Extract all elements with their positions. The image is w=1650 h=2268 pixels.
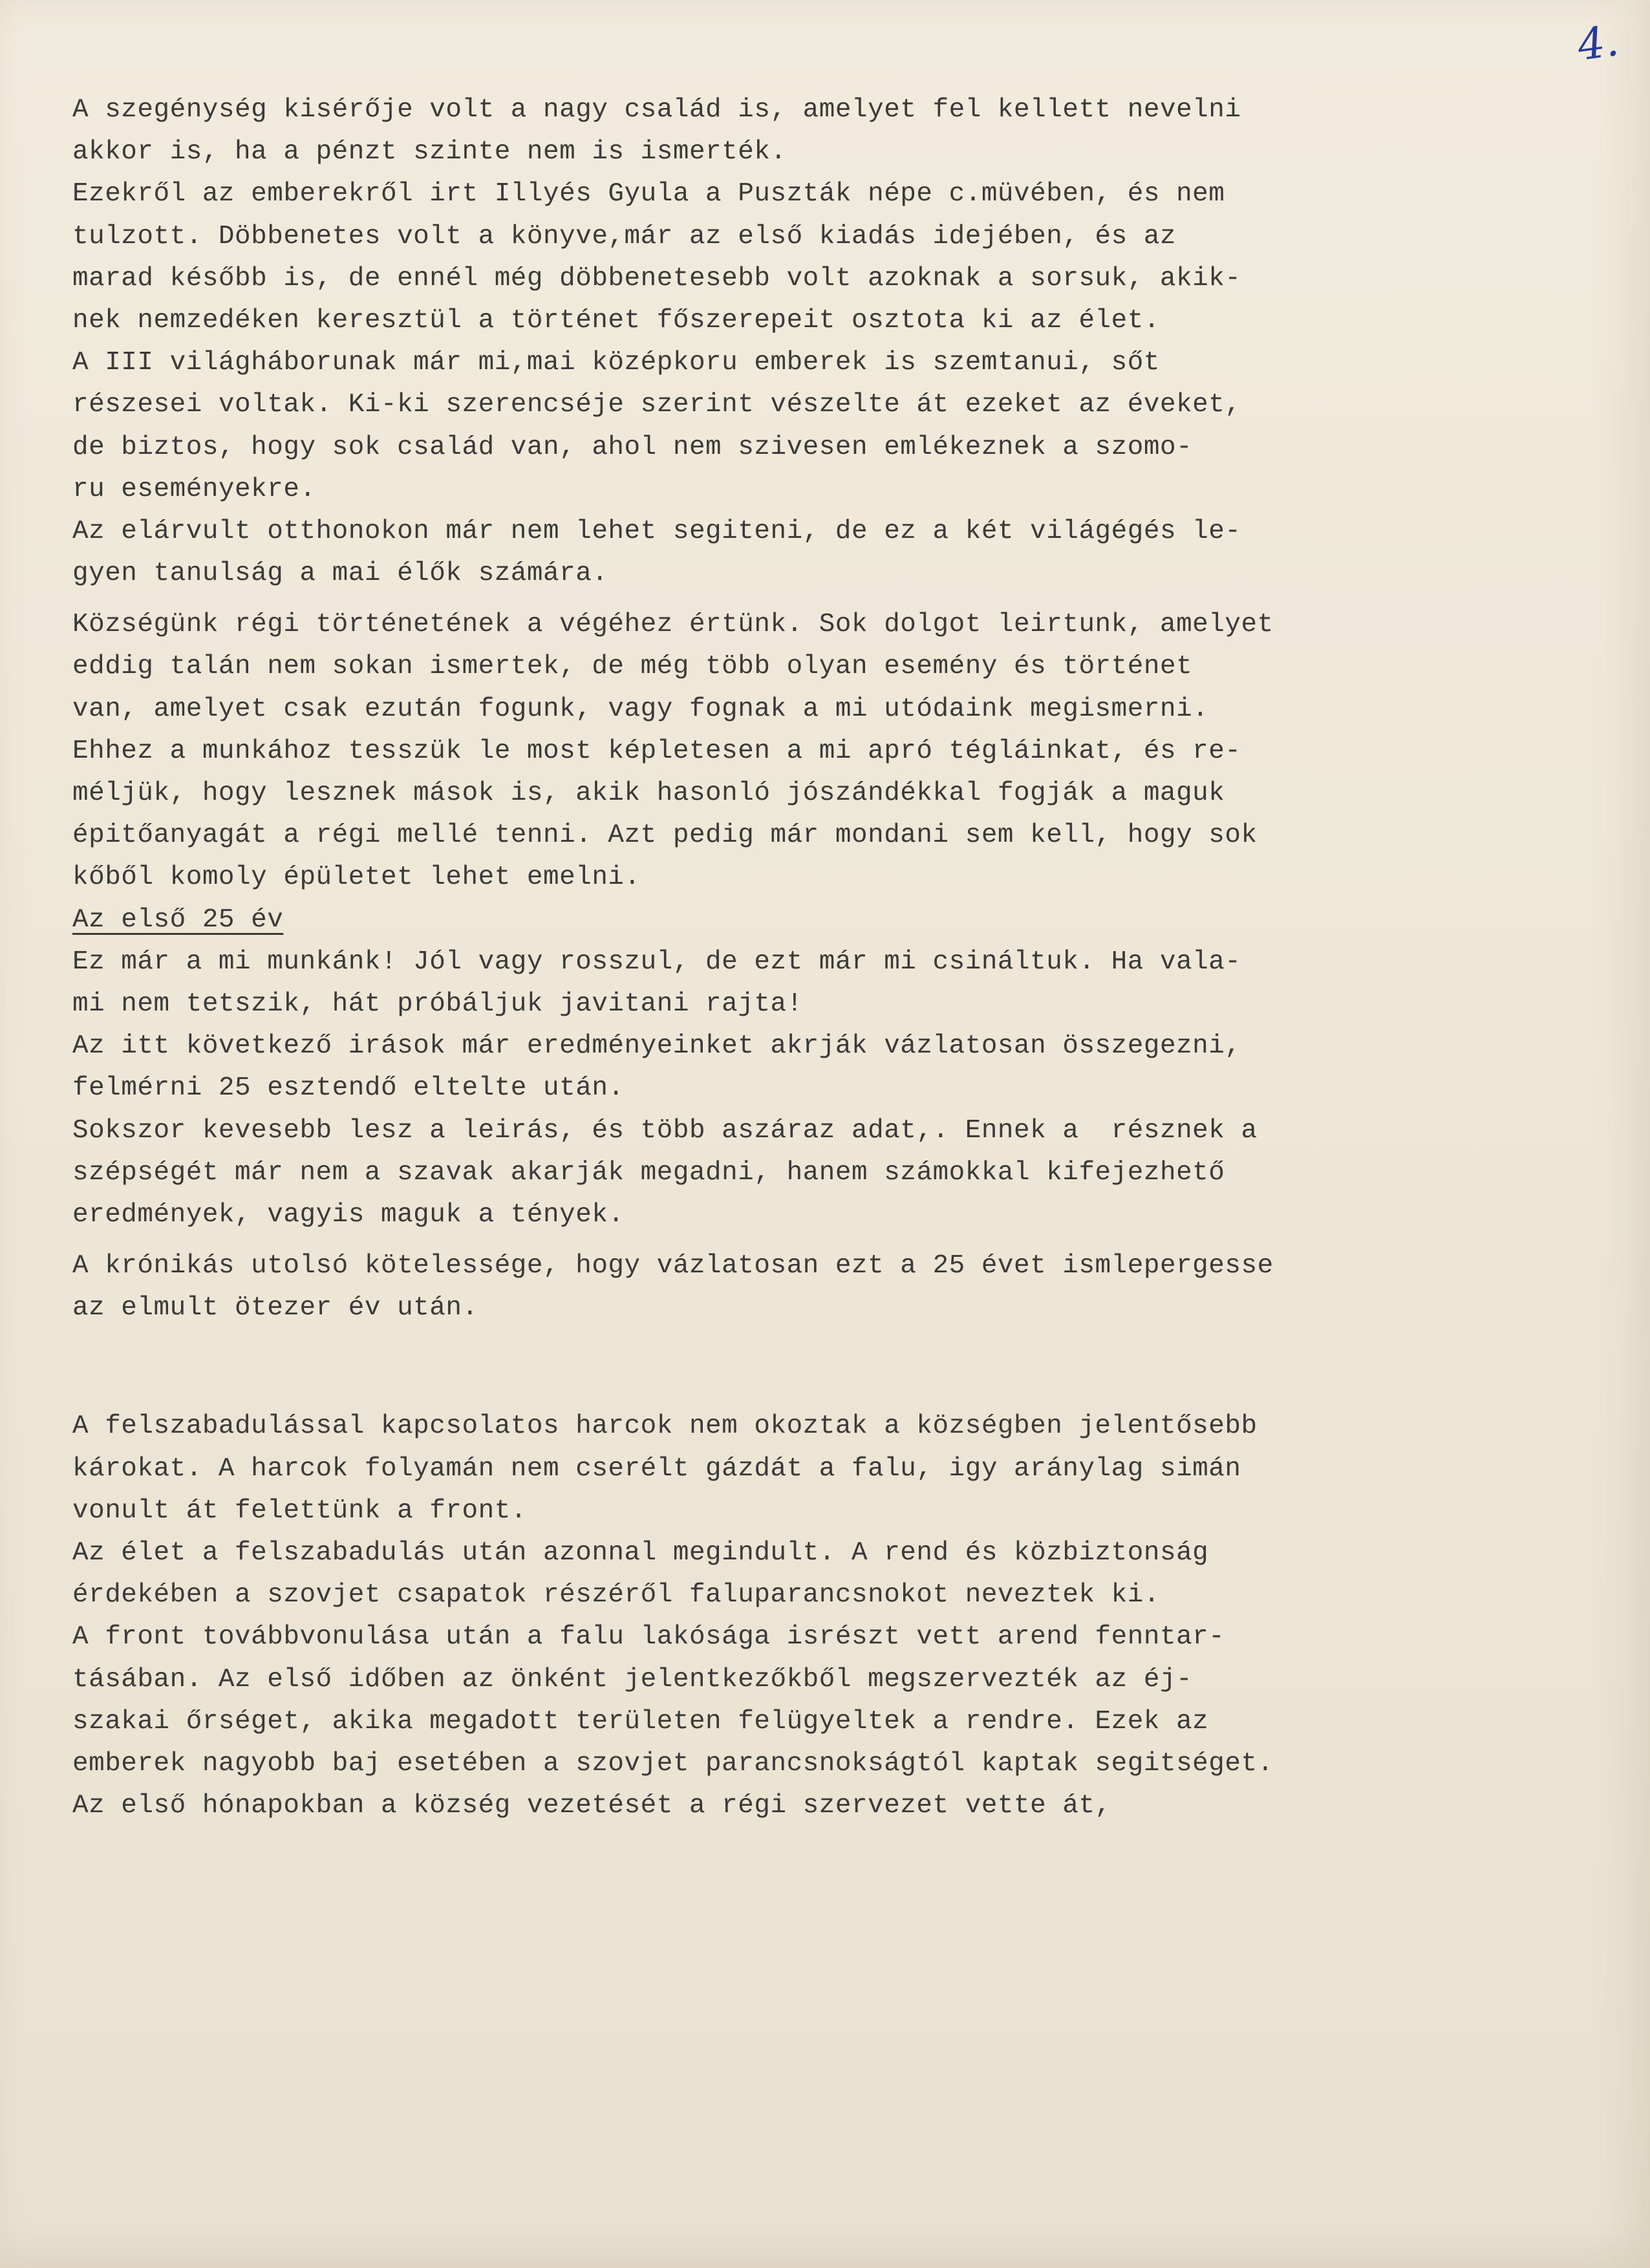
text-line: felmérni 25 esztendő eltelte után.: [72, 1073, 625, 1104]
text-line: ru eseményekre.: [72, 474, 316, 504]
page-number: 4.: [1574, 15, 1622, 71]
text-line: A felszabadulással kapcsolatos harcok nem okoztak a községben jelentősebb: [72, 1411, 1258, 1442]
paragraph-block: [72, 1245, 1566, 1329]
text-line: Sokszor kevesebb lesz a leirás, és több aszáraz adat,. Ennek a résznek a: [72, 1115, 1258, 1146]
text-line: vonult át felettünk a front.: [72, 1495, 527, 1526]
text-line: Községünk régi történetének a végéhez értünk. Sok dolgot leirtunk, amelyet: [72, 610, 1274, 640]
text-line: tulzott. Döbbenetes volt a könyve,már az első kiadás idejében, és az: [72, 221, 1177, 251]
text-line: van, amelyet csak ezután fogunk, vagy fognak a mi utódaink megismerni.: [72, 694, 1209, 724]
page-body: [72, 89, 1566, 1827]
text-line: gyen tanulság a mai élők számára.: [72, 559, 608, 589]
text-line: A front továbbvonulása után a falu lakósága isrészt vett arend fenntar-: [72, 1622, 1225, 1653]
text-line: tásában. Az első időben az önként jelentkezőkből megszervezték az éj-: [72, 1664, 1193, 1695]
text-line: de biztos, hogy sok család van, ahol nem szivesen emlékeznek a szomo-: [72, 432, 1193, 462]
text-line: eredmények, vagyis maguk a tények.: [72, 1199, 625, 1230]
section-block: [72, 899, 1566, 1237]
paragraph-block: [72, 89, 1566, 595]
text-line: részesei voltak. Ki-ki szerencséje szerint vészelte át ezeket az éveket,: [72, 390, 1241, 420]
text-line: szakai őrséget, akika megadott területen felügyeltek a rendre. Ezek az: [72, 1706, 1209, 1737]
text-line: méljük, hogy lesznek mások is, akik hasonló jószándékkal fogják a maguk: [72, 778, 1225, 808]
text-line: kőből komoly épületet lehet emelni.: [72, 862, 641, 893]
text-line: A krónikás utolsó kötelessége, hogy vázlatosan ezt a 25 évet ismlepergesse: [72, 1251, 1274, 1281]
text-line: A III világháborunak már mi,mai középkoru emberek is szemtanui, sőt: [72, 348, 1160, 378]
text-line: Az élet a felszabadulás után azonnal megindult. A rend és közbiztonság: [72, 1538, 1209, 1568]
text-line: mi nem tetszik, hát próbáljuk javitani rajta!: [72, 989, 803, 1019]
text-line: marad később is, de ennél még döbbenetesebb volt azoknak a sorsuk, akik-: [72, 263, 1241, 294]
text-line: A szegénység kisérője volt a nagy család is, amelyet fel kellett nevelni: [72, 95, 1241, 125]
paragraph-block: [72, 604, 1566, 899]
text-line: érdekében a szovjet csapatok részéről faluparancsnokot neveztek ki.: [72, 1580, 1160, 1610]
text-line: szépségét már nem a szavak akarják megadni, hanem számokkal kifejezhető: [72, 1157, 1225, 1188]
text-line: Ezekről az emberekről irt Illyés Gyula a Puszták népe c.müvében, és nem: [72, 179, 1225, 209]
text-line: Az elárvult otthonokon már nem lehet segiteni, de ez a két világégés le-: [72, 516, 1241, 546]
text-line: épitőanyagát a régi mellé tenni. Azt pedig már mondani sem kell, hogy sok: [72, 820, 1258, 851]
text-line: károkat. A harcok folyamán nem cserélt gázdát a falu, igy aránylag simán: [72, 1453, 1241, 1484]
text-line: Az itt következő irások már eredményeinket akrják vázlatosan összegezni,: [72, 1031, 1241, 1062]
text-line: nek nemzedéken keresztül a történet főszerepeit osztota ki az élet.: [72, 305, 1160, 336]
text-line: Ehhez a munkához tesszük le most képletesen a mi apró tégláinkat, és re-: [72, 736, 1241, 766]
text-line: Az első hónapokban a község vezetését a régi szervezet vette át,: [72, 1791, 1111, 1821]
text-line: emberek nagyobb baj esetében a szovjet parancsnokságtól kaptak segitséget.: [72, 1748, 1274, 1779]
text-line: akkor is, ha a pénzt szinte nem is ismerték.: [72, 137, 787, 167]
paragraph-block: [72, 1406, 1566, 1827]
section-heading: Az első 25 év: [72, 904, 284, 935]
text-line: eddig talán nem sokan ismertek, de még több olyan esemény és történet: [72, 652, 1193, 682]
text-line: Ez már a mi munkánk! Jól vagy rosszul, de ezt már mi csináltuk. Ha vala-: [72, 947, 1241, 977]
text-line: az elmult ötezer év után.: [72, 1293, 478, 1323]
